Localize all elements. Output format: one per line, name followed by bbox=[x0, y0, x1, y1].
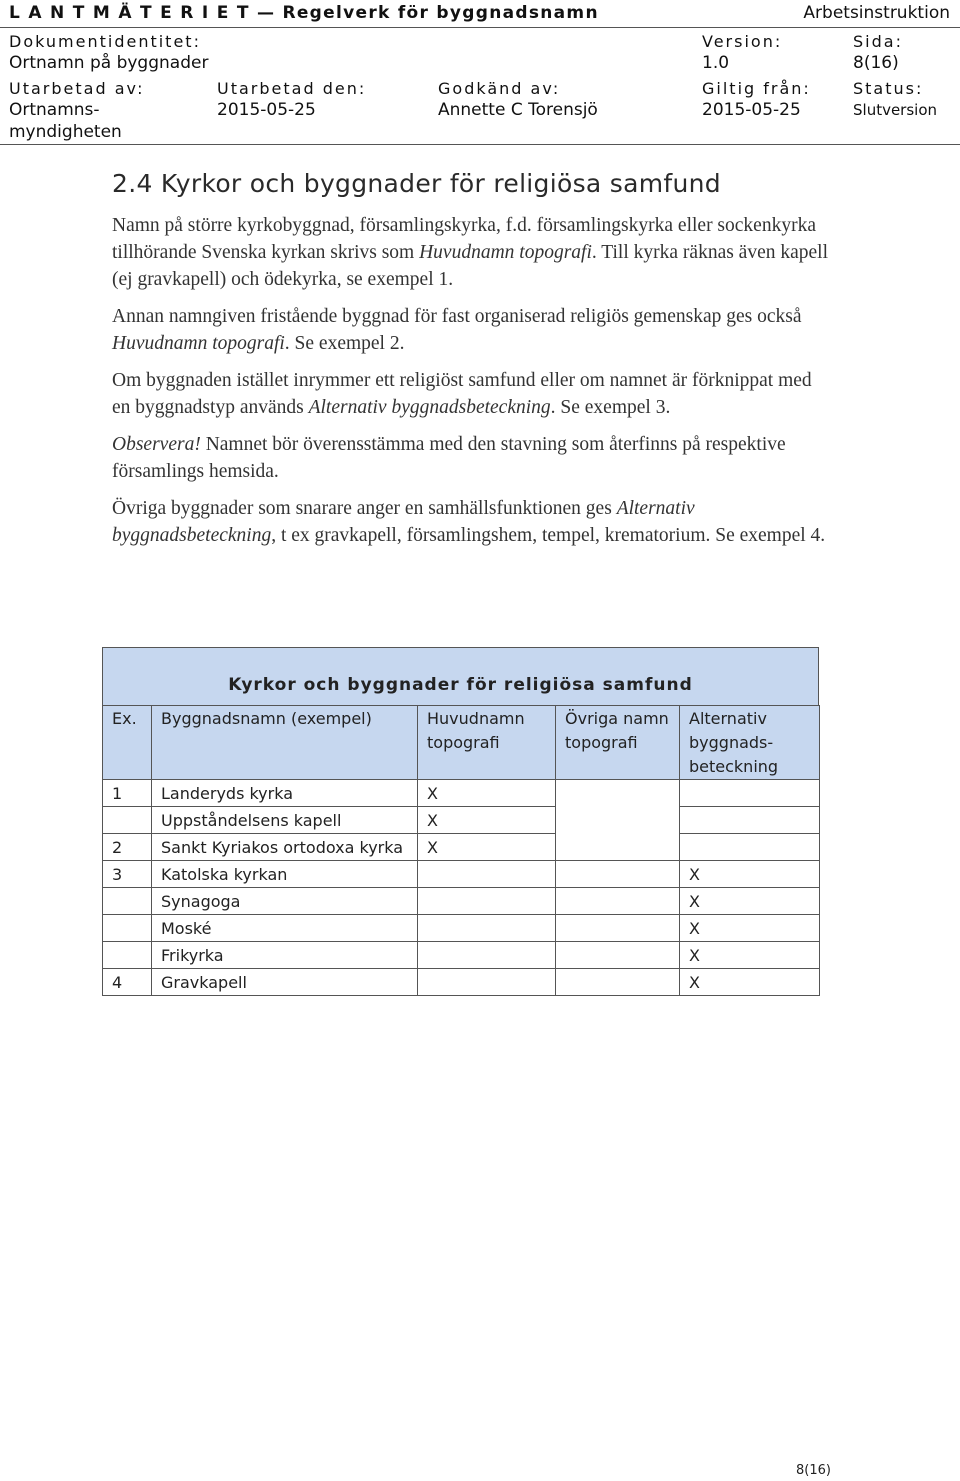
row-building-name: Moské bbox=[152, 915, 418, 942]
row-building-name: Uppståndelsens kapell bbox=[152, 807, 418, 834]
version-value: 1.0 bbox=[702, 53, 730, 73]
row-building-name: Gravkapell bbox=[152, 969, 418, 996]
table-row bbox=[103, 888, 820, 915]
row-alternative-mark: X bbox=[680, 915, 820, 942]
status-label: Status: bbox=[853, 79, 924, 98]
header-other-names: Övriga namn topografi bbox=[556, 706, 680, 780]
row-main-name-mark bbox=[418, 915, 556, 942]
doc-id-label: Dokumentidentitet: bbox=[9, 32, 201, 51]
p3-text-end: . Se exempel 3. bbox=[550, 397, 671, 418]
prepared-on-value: 2015-05-25 bbox=[217, 100, 316, 120]
examples-table-wrapper bbox=[102, 647, 819, 996]
section-content bbox=[112, 165, 832, 559]
page-label: Sida: bbox=[853, 32, 903, 51]
version-label: Version: bbox=[702, 32, 783, 51]
p5-term: Alternativ byggnadsbeteckning bbox=[112, 498, 695, 546]
header-alternative: Alternativ byggnads-beteckning bbox=[680, 706, 820, 780]
p1-text: Namn på större kyrkobyggnad, församlingskyrka, f.d. församlingskyrka eller sockenkyrka tillhörande Svenska kyrkan skrivs som bbox=[112, 215, 816, 263]
row-other-names-mark bbox=[556, 780, 680, 807]
section-heading: 2.4 Kyrkor och byggnader för religiösa samfund bbox=[112, 169, 721, 198]
valid-from-label: Giltig från: bbox=[702, 79, 811, 98]
row-alternative-mark: X bbox=[680, 942, 820, 969]
row-other-names-mark bbox=[556, 834, 680, 861]
row-example-number bbox=[103, 888, 152, 915]
row-building-name: Sankt Kyriakos ortodoxa kyrka bbox=[152, 834, 418, 861]
header-title: L A N T M Ä T E R I E T — Regelverk för byggnadsnamn bbox=[9, 3, 599, 23]
table-row bbox=[103, 915, 820, 942]
row-other-names-mark bbox=[556, 888, 680, 915]
table-row bbox=[103, 807, 820, 834]
row-alternative-mark bbox=[680, 834, 820, 861]
row-main-name-mark bbox=[418, 861, 556, 888]
p3-text: Om byggnaden istället inrymmer ett religiöst samfund eller om namnet är förknippat med en byggnadstyp används bbox=[112, 370, 812, 418]
row-example-number: 1 bbox=[103, 780, 152, 807]
footer-page-number: 8(16) bbox=[796, 1463, 831, 1478]
row-other-names-mark bbox=[556, 807, 680, 834]
examples-table bbox=[102, 705, 820, 996]
row-example-number: 3 bbox=[103, 861, 152, 888]
paragraph-alternative bbox=[112, 367, 832, 421]
header-doc-type: Arbetsinstruktion bbox=[803, 3, 950, 23]
row-main-name-mark bbox=[418, 969, 556, 996]
valid-from-value: 2015-05-25 bbox=[702, 100, 801, 120]
table-row bbox=[103, 969, 820, 996]
prepared-by-value-cont: myndigheten bbox=[9, 122, 122, 142]
status-value: Slutversion bbox=[853, 101, 938, 119]
p5-text: Övriga byggnader som snarare anger en samhällsfunktionen ges bbox=[112, 498, 617, 519]
table-row bbox=[103, 834, 820, 861]
p4-text: Namnet bör överensstämma med den stavning som återfinns på respektive församlings hemsida. bbox=[112, 434, 786, 482]
row-example-number bbox=[103, 915, 152, 942]
row-building-name: Synagoga bbox=[152, 888, 418, 915]
header-main-name: Huvudnamn topografi bbox=[418, 706, 556, 780]
table-row bbox=[103, 942, 820, 969]
row-alternative-mark bbox=[680, 780, 820, 807]
row-building-name: Landeryds kyrka bbox=[152, 780, 418, 807]
paragraph-church-names bbox=[112, 212, 832, 293]
row-alternative-mark: X bbox=[680, 888, 820, 915]
approved-by-label: Godkänd av: bbox=[438, 79, 561, 98]
p1-text-end: . Till kyrka räknas även kapell (ej gravkapell) och ödekyrka, se exempel 1. bbox=[112, 242, 829, 290]
paragraph-other-functions bbox=[112, 495, 832, 549]
doc-id-value: Ortnamn på byggnader bbox=[9, 53, 209, 73]
row-other-names-mark bbox=[556, 915, 680, 942]
row-example-number: 4 bbox=[103, 969, 152, 996]
p2-text: Annan namngiven fristående byggnad för fast organiserad religiös gemenskap ges också bbox=[112, 306, 802, 327]
row-other-names-mark bbox=[556, 969, 680, 996]
p1-term: Huvudnamn topografi bbox=[419, 242, 592, 263]
row-main-name-mark: X bbox=[418, 780, 556, 807]
p3-term: Alternativ byggnadsbeteckning bbox=[308, 397, 551, 418]
row-example-number bbox=[103, 942, 152, 969]
table-body bbox=[103, 780, 820, 996]
row-main-name-mark: X bbox=[418, 834, 556, 861]
prepared-by-label: Utarbetad av: bbox=[9, 79, 145, 98]
row-example-number bbox=[103, 807, 152, 834]
row-alternative-mark: X bbox=[680, 969, 820, 996]
header-divider bbox=[0, 27, 960, 28]
header-ex: Ex. bbox=[103, 706, 152, 780]
prepared-on-label: Utarbetad den: bbox=[217, 79, 367, 98]
row-main-name-mark bbox=[418, 942, 556, 969]
row-example-number: 2 bbox=[103, 834, 152, 861]
row-building-name: Frikyrka bbox=[152, 942, 418, 969]
paragraph-note bbox=[112, 431, 832, 485]
paragraph-other-buildings bbox=[112, 303, 832, 357]
table-header-row bbox=[103, 706, 820, 780]
table-row bbox=[103, 861, 820, 888]
prepared-by-value: Ortnamns- bbox=[9, 100, 100, 120]
row-building-name: Katolska kyrkan bbox=[152, 861, 418, 888]
p2-term: Huvudnamn topografi bbox=[112, 333, 285, 354]
row-alternative-mark bbox=[680, 807, 820, 834]
header-building-name: Byggnadsnamn (exempel) bbox=[152, 706, 418, 780]
row-main-name-mark: X bbox=[418, 807, 556, 834]
document-header bbox=[0, 0, 960, 145]
approved-by-value: Annette C Torensjö bbox=[438, 100, 598, 120]
table-row bbox=[103, 780, 820, 807]
p4-note-label: Observera! bbox=[112, 434, 201, 455]
row-main-name-mark bbox=[418, 888, 556, 915]
row-other-names-mark bbox=[556, 942, 680, 969]
p5-text-end: , t ex gravkapell, församlingshem, tempel, krematorium. Se exempel 4. bbox=[271, 525, 826, 546]
header-bottom-divider bbox=[0, 144, 960, 145]
table-title: Kyrkor och byggnader för religiösa samfund bbox=[102, 647, 819, 705]
page-value: 8(16) bbox=[853, 53, 899, 73]
p2-text-end: . Se exempel 2. bbox=[284, 333, 405, 354]
row-other-names-mark bbox=[556, 861, 680, 888]
row-alternative-mark: X bbox=[680, 861, 820, 888]
